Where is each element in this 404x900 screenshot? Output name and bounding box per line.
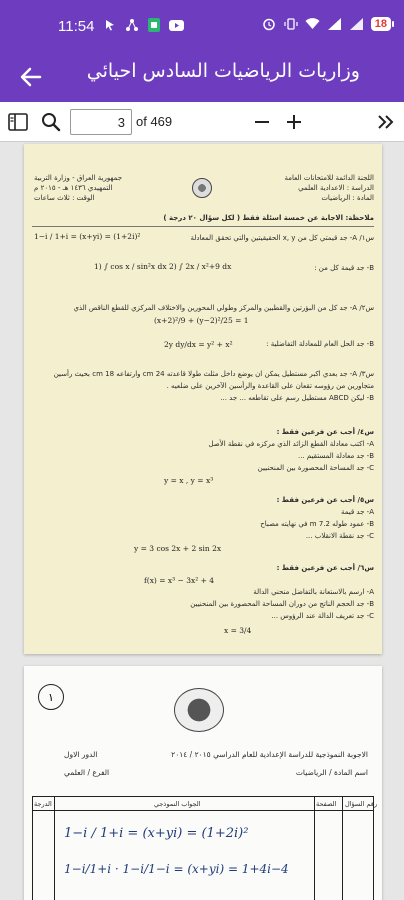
signal-icon <box>327 16 343 32</box>
q1-integrals: 1) ∫ cos x / sin²x dx 2) ∫ 2x / x²+9 dx <box>94 262 232 271</box>
document-viewer[interactable] <box>0 142 404 900</box>
vibrate-icon <box>283 16 299 32</box>
q6-equation: f(x) = x³ − 3x² + 4 <box>144 576 215 585</box>
zoom-in-button[interactable] <box>282 110 306 134</box>
network-icon <box>124 17 140 33</box>
header-right-line-1: اللجنة الدائمة للامتحانات العامة <box>284 174 374 182</box>
q5c-text: C- جد نقطة الانقلاب ... <box>305 532 374 540</box>
q2-differential-eq: 2y dy/dx = y² + x² <box>164 340 233 349</box>
battery-level: 18 <box>371 17 391 31</box>
cursor-icon <box>102 17 118 33</box>
q2-text: س٢/ A- جد كل من البؤرتين والقطبين والمركز وطولي المحورين والاختلاف المركزي للقطع الناقص الذي <box>73 304 374 312</box>
table-header-divider <box>32 810 374 811</box>
handwritten-line-2: 1−i/1+i · 1−i/1−i = (x+yi) = 1+4i−4 <box>64 862 289 876</box>
header-left-line-1: جمهورية العراق - وزارة التربية <box>34 174 123 182</box>
back-button[interactable] <box>16 62 46 92</box>
exam-subject: اسم المادة / الرياضيات <box>295 768 368 777</box>
zoom-out-button[interactable] <box>250 110 274 134</box>
q2-equation: (x+2)²/9 + (y−2)²/25 = 1 <box>154 316 249 325</box>
q5a-text: A- جد قيمة <box>340 508 374 516</box>
q2b-text: B- جد الحل العام للمعادلة التفاضلية : <box>266 340 374 348</box>
q6-fraction: x = 3/4 <box>224 626 252 635</box>
status-time: 11:54 <box>58 18 95 35</box>
signal-icon-2 <box>349 16 365 32</box>
q5b-text: B- عمود طوله 7.2 m في نهايته مصباح <box>260 520 374 528</box>
q4a-text: A- اكتب معادلة القطع الزائد الذي مركزه في نقطة الأصل <box>208 440 374 448</box>
zoom-in-icon <box>285 113 303 131</box>
col-grade: الدرجة <box>34 800 52 808</box>
battery-indicator <box>371 17 394 31</box>
header-left-line-3: الوقت : ثلاث ساعات <box>34 194 95 202</box>
page-mark: ١ <box>48 690 54 704</box>
search-button[interactable] <box>39 110 63 134</box>
page-number-input[interactable] <box>70 109 132 135</box>
alarm-icon <box>261 16 277 32</box>
q1b-text: B- جد قيمة كل من : <box>314 264 374 272</box>
q6b-text: B- جد الحجم الناتج من دوران المساحة المحصورة بين المنحنيين <box>190 600 374 608</box>
app-badge-icon <box>146 17 162 33</box>
ministry-emblem <box>192 178 212 198</box>
handwritten-line-1: 1−i / 1+i = (x+yi) = (1+2i)² <box>64 826 249 841</box>
q5-text: س٥/ أجب عن فرعين فقط : <box>276 496 374 504</box>
youtube-icon <box>168 17 184 33</box>
battery-tip <box>392 21 394 27</box>
zoom-out-icon <box>253 113 271 131</box>
app-title: وزاريات الرياضيات السادس احيائي <box>86 60 360 82</box>
exam-note: ملاحظة: الاجابة عن خمسة اسئلة فقط ( لكل سؤال ٢٠ درجة ) <box>163 214 374 222</box>
answer-table <box>32 796 374 900</box>
arrow-back-icon <box>20 66 42 88</box>
q3-text-2: متجاورين من رؤوسه تقعان على القاعدة والرأسين الآخرين على ضلعيه . <box>166 382 374 390</box>
header-right-line-2: الدراسة : الاعدادية العلمي <box>298 184 374 192</box>
sidebar-toggle-button[interactable] <box>6 110 30 134</box>
q6a-text: A- ارسم بالاستعانة بالتفاضل منحني الدالة <box>253 588 374 596</box>
q4-text: س٤/ أجب عن فرعين فقط : <box>276 428 374 436</box>
app-bar <box>0 50 404 102</box>
pdf-toolbar <box>0 102 404 142</box>
next-page-button[interactable] <box>374 110 398 134</box>
pdf-page-4 <box>24 666 382 900</box>
search-icon <box>41 112 61 132</box>
q1-equation: 1−i / 1+i = (x+yi) = (1+2i)² <box>34 232 141 241</box>
note-underline <box>32 226 374 227</box>
table-col-divider-1 <box>54 796 55 900</box>
q6-text: س٦/ أجب عن فرعين فقط : <box>276 564 374 572</box>
page-total: of 469 <box>136 114 173 129</box>
table-col-divider-3 <box>342 796 343 900</box>
exam-round: الدور الاول <box>64 750 98 759</box>
table-col-divider-2 <box>314 796 315 900</box>
header-right-line-3: المادة : الرياضيات <box>321 194 374 202</box>
answer-key-emblem <box>174 688 224 732</box>
answer-key-banner: الاجوبة النموذجية للدراسة الإعدادية للعام الدراسي ٢٠١٥ / ٢٠١٤ <box>171 750 368 759</box>
wifi-icon <box>305 16 321 32</box>
q4c-text: C- جد المساحة المحصورة بين المنحنيين <box>257 464 374 472</box>
q4-equation: y = x , y = x³ <box>164 476 214 485</box>
q5-equation: y = 3 cos 2x + 2 sin 2x <box>134 544 222 553</box>
q3-text: س٣/ A- جد بعدي اكبر مستطيل يمكن ان يوضع داخل مثلث طولا قاعدته 24 cm وارتفاعه 18 cm بحيث رأسين <box>53 370 374 378</box>
sidebar-toggle-icon <box>8 113 28 131</box>
next-page-icon <box>376 113 396 131</box>
header-left-line-2: التمهيدي ١٤٣٦ هـ - ٢٠١٥ م <box>34 184 113 192</box>
pdf-page-3 <box>24 144 382 654</box>
col-question: رقم السؤال <box>345 800 378 808</box>
status-left-icons <box>102 17 184 33</box>
page-mark-circle <box>38 684 64 710</box>
col-page: الصفحة <box>316 800 337 808</box>
col-answer: الجواب النموذجي <box>154 800 201 808</box>
status-right-icons <box>261 16 394 32</box>
q6c-text: C- جد تعريف الدالة عند الرؤوس ... <box>271 612 374 620</box>
q4b-text: B- جد معادلة المستقيم ... <box>298 452 374 460</box>
q1-text: س١/ A- جد قيمتي كل من x, y الحقيقيتين والتي تحقق المعادلة <box>190 234 374 242</box>
status-bar <box>0 0 404 50</box>
exam-branch: الفرع / العلمي <box>64 768 110 777</box>
q3-text-3: B- ليكن ABCD مستطيل رسم على تقاطعه ... جد ... <box>220 394 374 402</box>
